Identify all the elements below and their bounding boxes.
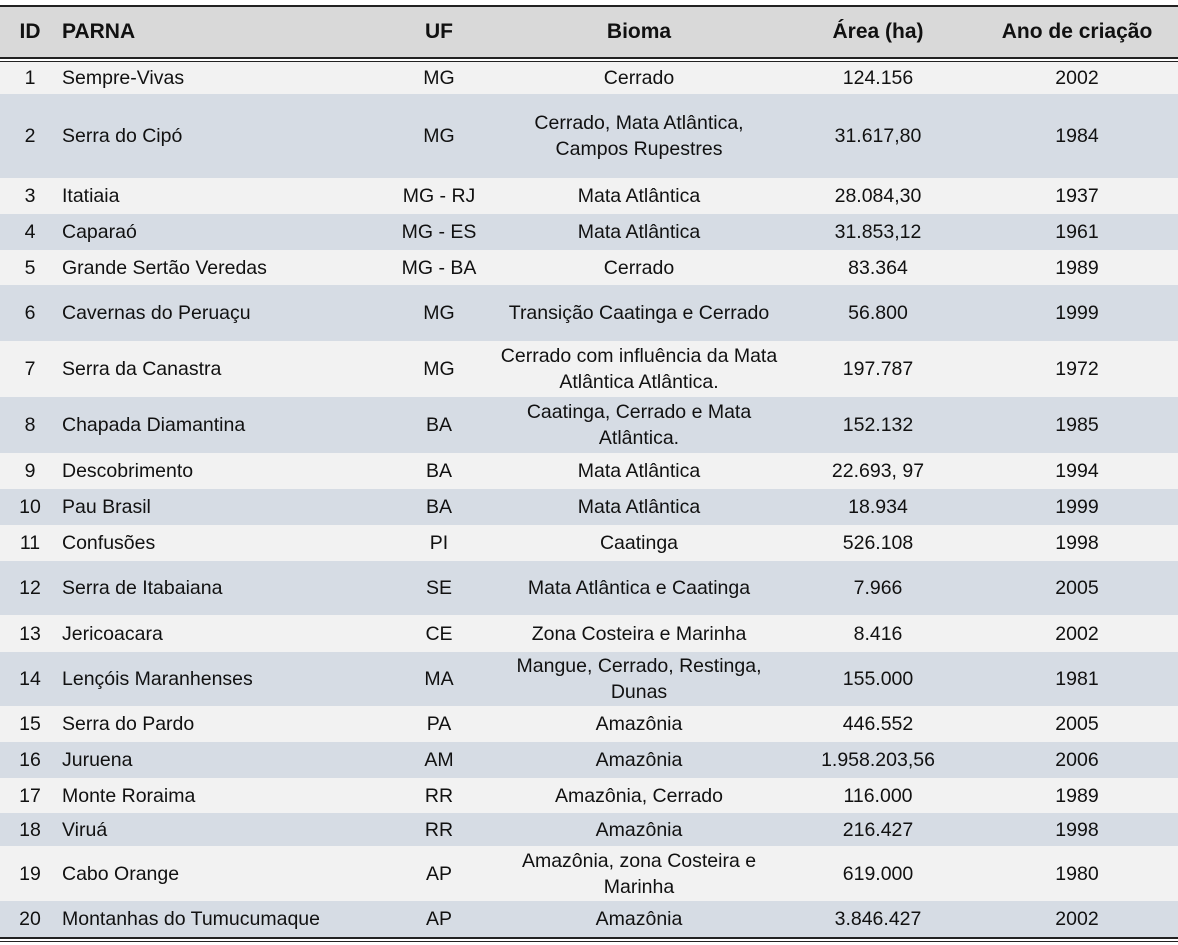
cell-uf: AP — [425, 862, 452, 885]
table-row — [0, 397, 1178, 453]
cell-parna: Serra do Cipó — [62, 125, 183, 147]
table-row — [0, 652, 1178, 706]
table-row — [0, 846, 1178, 901]
cell-id: 18 — [19, 818, 41, 841]
cell-uf: RR — [424, 784, 454, 807]
cell-id: 20 — [19, 908, 41, 930]
cell-parna: Viruá — [62, 818, 108, 841]
cell-bioma: Amazônia — [595, 818, 683, 841]
cell-id: 9 — [24, 460, 36, 482]
cell-ano: 1984 — [1055, 125, 1099, 147]
cell-area: 7.966 — [853, 577, 903, 599]
cell-area: 155.000 — [842, 668, 914, 690]
cell-parna: Jericoacara — [62, 622, 163, 645]
cell-bioma: Zona Costeira e Marinha — [531, 622, 747, 645]
cell-parna: Descobrimento — [62, 460, 194, 482]
cell-parna: Serra da Canastra — [62, 358, 222, 380]
cell-area: 526.108 — [842, 532, 914, 554]
cell-ano: 1999 — [1055, 496, 1099, 518]
cell-id: 16 — [19, 749, 41, 771]
table-header-row — [0, 7, 1178, 57]
cell-uf: MG — [423, 358, 455, 380]
table-row — [0, 778, 1178, 813]
cell-bioma: Mangue, Cerrado, Restinga, Dunas — [516, 655, 762, 703]
cell-parna: Chapada Diamantina — [62, 414, 246, 436]
table-row — [0, 489, 1178, 525]
table-row — [0, 285, 1178, 341]
cell-area: 619.000 — [842, 862, 914, 885]
cell-area: 446.552 — [842, 713, 914, 735]
table-bottom-rule — [0, 937, 1178, 942]
header-parna: PARNA — [62, 20, 136, 43]
cell-bioma: Amazônia — [595, 713, 683, 735]
cell-parna: Pau Brasil — [62, 496, 151, 518]
cell-bioma: Amazônia — [595, 749, 683, 771]
cell-ano: 1985 — [1055, 414, 1099, 436]
cell-bioma: Transição Caatinga e Cerrado — [508, 302, 770, 324]
table-row — [0, 62, 1178, 94]
cell-id: 10 — [19, 496, 41, 518]
cell-parna: Sempre-Vivas — [62, 67, 185, 89]
cell-ano: 1989 — [1055, 256, 1099, 279]
table-row — [0, 250, 1178, 285]
cell-ano: 2005 — [1055, 713, 1099, 735]
cell-parna: Grande Sertão Veredas — [62, 256, 267, 279]
cell-uf: RR — [424, 818, 454, 841]
table-row — [0, 561, 1178, 615]
cell-area: 18.934 — [848, 496, 908, 518]
header-id: ID — [19, 20, 41, 43]
cell-ano: 1981 — [1055, 668, 1099, 690]
cell-area: 83.364 — [848, 256, 908, 279]
cell-uf: BA — [425, 414, 452, 436]
cell-parna: Serra do Pardo — [62, 713, 195, 735]
table-row — [0, 94, 1178, 178]
cell-uf: CE — [425, 622, 453, 645]
cell-id: 1 — [24, 67, 36, 89]
cell-parna: Juruena — [62, 749, 133, 771]
cell-bioma: Mata Atlântica e Caatinga — [527, 577, 751, 599]
cell-ano: 1972 — [1055, 358, 1099, 380]
cell-id: 19 — [19, 862, 41, 885]
cell-uf: PI — [429, 532, 449, 554]
cell-bioma: Amazônia — [595, 908, 683, 930]
cell-uf: SE — [425, 577, 452, 599]
header-area: Área (ha) — [832, 20, 924, 43]
header-uf: UF — [425, 20, 453, 43]
cell-area: 22.693, 97 — [831, 460, 925, 482]
cell-area: 116.000 — [843, 784, 913, 807]
cell-id: 15 — [19, 713, 41, 735]
cell-ano: 2002 — [1055, 67, 1099, 89]
cell-ano: 2002 — [1055, 908, 1099, 930]
cell-id: 11 — [19, 532, 41, 554]
table-body — [0, 62, 1178, 937]
cell-ano: 2002 — [1055, 622, 1099, 645]
cell-parna: Monte Roraima — [62, 784, 196, 807]
cell-uf: MG — [423, 67, 455, 89]
cell-id: 13 — [19, 622, 41, 645]
cell-bioma: Mata Atlântica — [577, 496, 701, 518]
cell-id: 8 — [24, 414, 36, 436]
cell-ano: 1961 — [1055, 221, 1099, 243]
cell-bioma: Cerrado — [603, 67, 675, 89]
cell-ano: 1999 — [1055, 302, 1099, 324]
cell-area: 3.846.427 — [834, 908, 922, 930]
table-row — [0, 706, 1178, 742]
cell-bioma: Cerrado — [603, 256, 675, 279]
cell-area: 31.853,12 — [834, 221, 922, 243]
header-ano: Ano de criação — [1001, 20, 1153, 43]
cell-area: 28.084,30 — [834, 185, 922, 207]
cell-bioma: Amazônia, Cerrado — [555, 784, 723, 807]
cell-parna: Lençóis Maranhenses — [62, 668, 253, 690]
cell-parna: Cavernas do Peruaçu — [62, 302, 251, 324]
cell-uf: MG - RJ — [402, 185, 476, 207]
cell-id: 17 — [19, 784, 41, 807]
cell-uf: AM — [424, 749, 454, 771]
cell-area: 1.958.203,56 — [821, 749, 935, 771]
cell-parna: Itatiaia — [62, 185, 120, 207]
table-row — [0, 813, 1178, 846]
cell-area: 8.416 — [853, 622, 903, 645]
table-row — [0, 214, 1178, 250]
cell-ano: 2006 — [1055, 749, 1099, 771]
cell-parna: Cabo Orange — [62, 862, 180, 885]
cell-ano: 1998 — [1055, 818, 1099, 841]
cell-uf: MG - BA — [401, 256, 477, 279]
cell-parna: Caparaó — [62, 221, 137, 243]
cell-bioma: Mata Atlântica — [577, 185, 701, 207]
table-row — [0, 742, 1178, 778]
cell-uf: MG — [423, 125, 455, 147]
parna-table — [0, 5, 1178, 942]
cell-ano: 1937 — [1055, 185, 1099, 207]
cell-uf: AP — [425, 908, 452, 930]
header-bioma: Bioma — [606, 20, 672, 43]
table-row — [0, 525, 1178, 561]
table-row — [0, 453, 1178, 489]
cell-id: 7 — [24, 358, 36, 380]
cell-id: 4 — [24, 221, 36, 243]
cell-id: 14 — [19, 668, 41, 690]
cell-uf: BA — [425, 460, 452, 482]
cell-bioma: Cerrado com influência da Mata Atlântica Atlântica. — [500, 345, 778, 393]
cell-bioma: Mata Atlântica — [577, 221, 701, 243]
table-row — [0, 178, 1178, 214]
cell-area: 56.800 — [848, 302, 908, 324]
cell-ano: 1980 — [1055, 862, 1099, 885]
cell-parna: Confusões — [62, 532, 156, 554]
cell-id: 3 — [24, 185, 36, 207]
cell-bioma: Cerrado, Mata Atlântica, Campos Rupestres — [534, 112, 744, 160]
cell-uf: MA — [424, 668, 454, 690]
cell-ano: 1998 — [1055, 532, 1099, 554]
cell-parna: Montanhas do Tumucumaque — [62, 908, 320, 930]
table-row — [0, 615, 1178, 652]
cell-bioma: Caatinga — [599, 532, 679, 554]
table-row — [0, 901, 1178, 937]
table-row — [0, 341, 1178, 397]
cell-area: 216.427 — [842, 818, 914, 841]
cell-uf: PA — [426, 713, 452, 735]
cell-bioma: Amazônia, zona Costeira e Marinha — [521, 849, 757, 898]
cell-uf: MG — [423, 302, 455, 324]
cell-bioma: Caatinga, Cerrado e Mata Atlântica. — [526, 401, 752, 449]
cell-id: 5 — [24, 256, 36, 279]
cell-ano: 1989 — [1055, 784, 1099, 807]
cell-parna: Serra de Itabaiana — [62, 577, 223, 599]
cell-area: 124.156 — [842, 67, 914, 89]
cell-id: 6 — [24, 302, 36, 324]
cell-area: 152.132 — [842, 414, 914, 436]
cell-id: 12 — [19, 577, 41, 599]
cell-area: 31.617,80 — [834, 125, 922, 147]
cell-ano: 1994 — [1055, 460, 1099, 482]
cell-uf: BA — [425, 496, 452, 518]
cell-area: 197.787 — [842, 358, 914, 380]
cell-ano: 2005 — [1055, 577, 1099, 599]
cell-uf: MG - ES — [401, 221, 477, 243]
cell-bioma: Mata Atlântica — [577, 460, 701, 482]
cell-id: 2 — [24, 125, 36, 147]
